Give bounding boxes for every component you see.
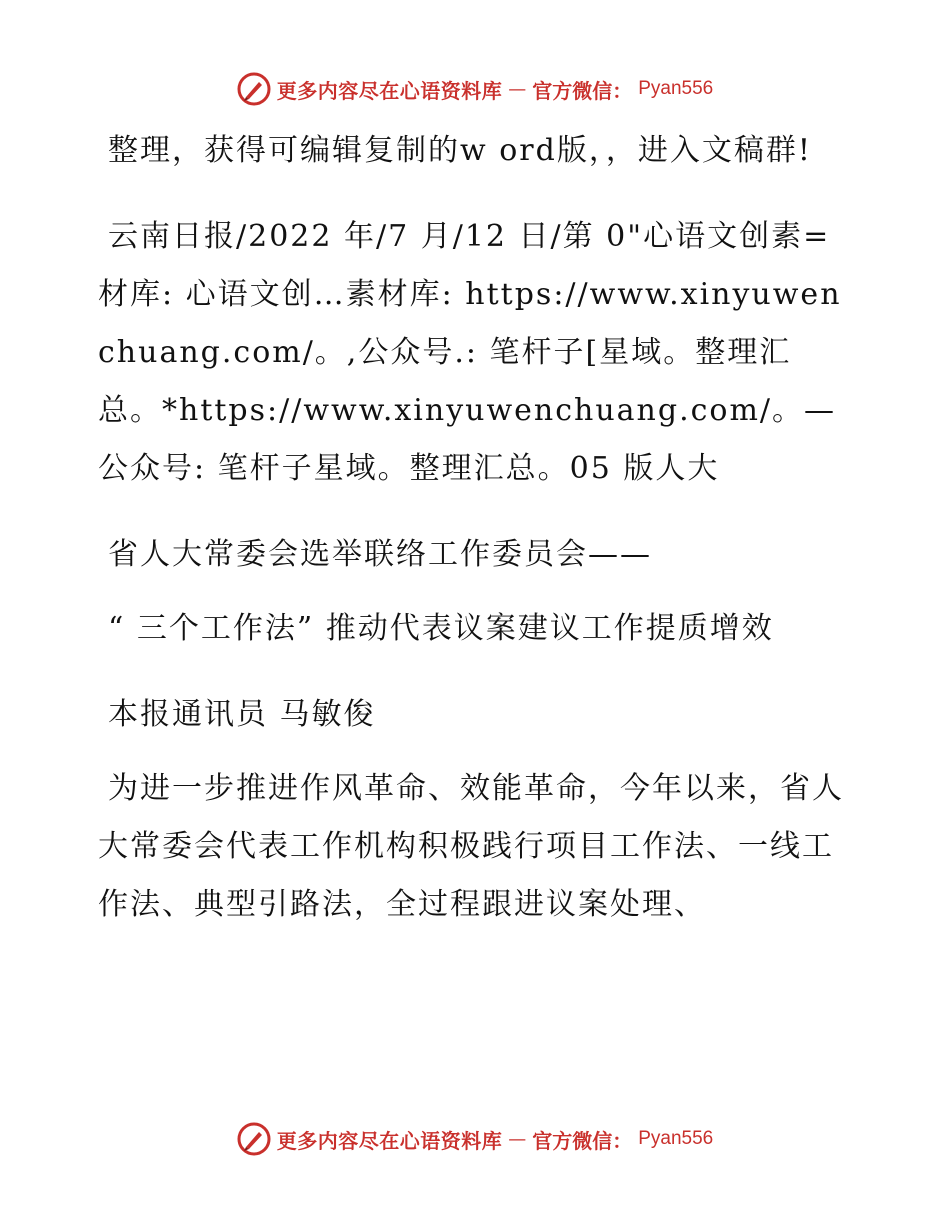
document-body <box>98 122 854 962</box>
header-banner <box>0 72 950 106</box>
banner-separator: — <box>508 1128 527 1150</box>
paragraph-intro: 整理，获得可编辑复制的w ord版，，进入文稿群! <box>108 133 812 168</box>
footer-banner <box>0 1122 950 1156</box>
official-label: 官方微信： <box>532 78 633 103</box>
promo-text: 更多内容尽在心语资料库 <box>276 78 503 103</box>
paragraph-committee: 省人大常委会选举联络工作委员会—— <box>108 537 652 572</box>
wechat-id: Pyan556 <box>638 1128 714 1149</box>
wechat-id: Pyan556 <box>638 78 714 99</box>
official-label: 官方微信： <box>532 1128 633 1153</box>
paragraph-headline: “ 三个工作法” 推动代表议案建议工作提质增效 <box>108 611 774 646</box>
paragraph-body: 为进一步推进作风革命、效能革命，今年以来，省人大常委会代表工作机构积极践行项目工作法、一线工作法、典型引路法，全过程跟进议案处理、 <box>98 771 844 922</box>
banner-separator: — <box>508 78 527 100</box>
promo-text: 更多内容尽在心语资料库 <box>276 1128 503 1153</box>
paragraph-byline: 本报通讯员 马敏俊 <box>108 697 376 732</box>
paragraph-source: 云南日报/2022 年/7 月/12 日/第 0"心语文创素=材库: 心语文创…素材库: https://www.xinyuwenchuang.com/。,公众号.: 笔杆子[星域。整理汇总。*https://www.xinyuwenchuang.com/。—公众号: 笔杆子星域。整理汇总。05 版人大 <box>98 219 842 486</box>
pen-logo-icon <box>237 1122 271 1156</box>
pen-logo-icon <box>237 72 271 106</box>
